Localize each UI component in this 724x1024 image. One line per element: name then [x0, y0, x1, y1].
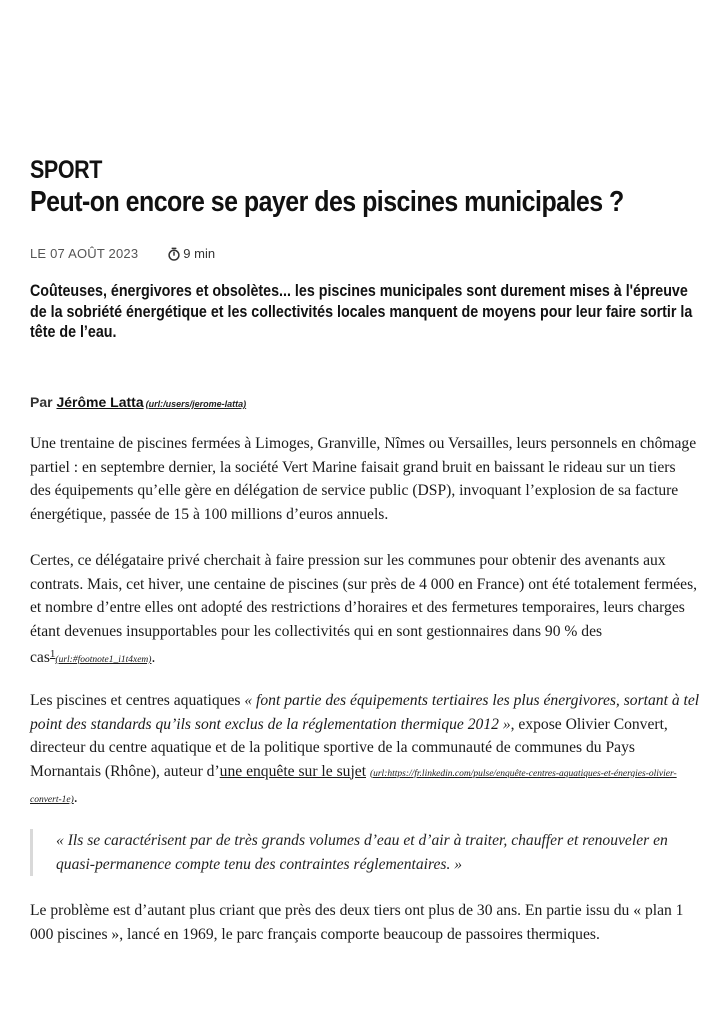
paragraph-2-end: .	[151, 649, 156, 666]
reading-time-label: 9 min	[183, 246, 216, 261]
paragraph-3-end: .	[73, 789, 78, 806]
paragraph-1: Une trentaine de piscines fermées à Limoges, Granville, Nîmes ou Versailles, leurs personnels en chômage partiel : en septembre dernier, la société Vert Marine faisait grand bruit en baissant le rideau sur un tiers des équipements qu’elle gère en délégation de service public (DSP), invoquant l’explosion de sa facture énergétique, passée de 15 à 100 millions d’euros annuels.	[30, 435, 697, 523]
article-meta	[30, 246, 215, 261]
article-lede: Coûteuses, énergivores et obsolètes... les piscines municipales sont durement mises à l'épreuve de la sobriété énergétique et les collectivités locales manquent de moyens pour leur faire sortir la tête de l’eau.	[30, 282, 693, 341]
footnote-link[interactable]: 1	[49, 648, 56, 660]
author-link[interactable]: Jérôme Latta	[56, 394, 144, 410]
section-label[interactable]: SPORT	[30, 156, 102, 184]
reading-time	[167, 246, 215, 261]
paragraph-3	[30, 689, 700, 813]
article-title: Peut-on encore se payer des piscines municipales ?	[30, 186, 624, 218]
stopwatch-icon	[167, 247, 181, 261]
paragraph-4: Le problème est d’autant plus criant que près des deux tiers ont plus de 30 ans. En partie issu du « plan 1 000 piscines », lancé en 1969, le parc français comporte beaucoup de passoires thermiques.	[30, 902, 684, 943]
byline-prefix: Par	[30, 394, 53, 410]
footnote-url[interactable]: (url:#footnote1_i1t4xem)	[55, 655, 152, 665]
paragraph-3-middle: , expose Olivier Convert, directeur du centre aquatique et de la politique sportive de la communauté de communes du Pays Mornantais (Rhône), auteur d’	[30, 715, 668, 780]
publish-date: LE 07 AOÛT 2023	[30, 246, 139, 261]
author-url[interactable]: (url:/users/jerome-latta)	[145, 399, 247, 409]
byline	[30, 394, 246, 410]
blockquote: « Ils se caractérisent par de très grands volumes d’eau et d’air à traiter, chauffer et renouveler en quasi-permanence compte tenu des contraintes réglementaires. »	[30, 829, 706, 876]
paragraph-2-text: Certes, ce délégataire privé cherchait à faire pression sur les communes pour obtenir des avenants aux contrats. Mais, cet hiver, une centaine de piscines (sur près de 4 000 en France) ont été totalement fermées, et nombre d’entre elles ont adopté des restrictions d’horaires et des fermetures temporaires, leurs charges étant devenues insupportables pour les collectivités qui en sont gestionnaires dans 90 % des cas	[30, 552, 698, 666]
paragraph-3-intro: Les piscines et centres aquatiques	[30, 692, 245, 709]
paragraph-2	[30, 549, 700, 673]
survey-url[interactable]: (url:https://fr.linkedin.com/pulse/enquête-centres-aquatiques-et-énergies-olivier-convert-1e)	[30, 768, 677, 805]
paragraph-3-quote: « font partie des équipements tertiaires les plus énergivores, sortant à tel point des standards qu’ils sont exclus de la réglementation thermique 2012 »	[30, 692, 700, 733]
survey-link[interactable]: une enquête sur le sujet	[219, 762, 367, 780]
